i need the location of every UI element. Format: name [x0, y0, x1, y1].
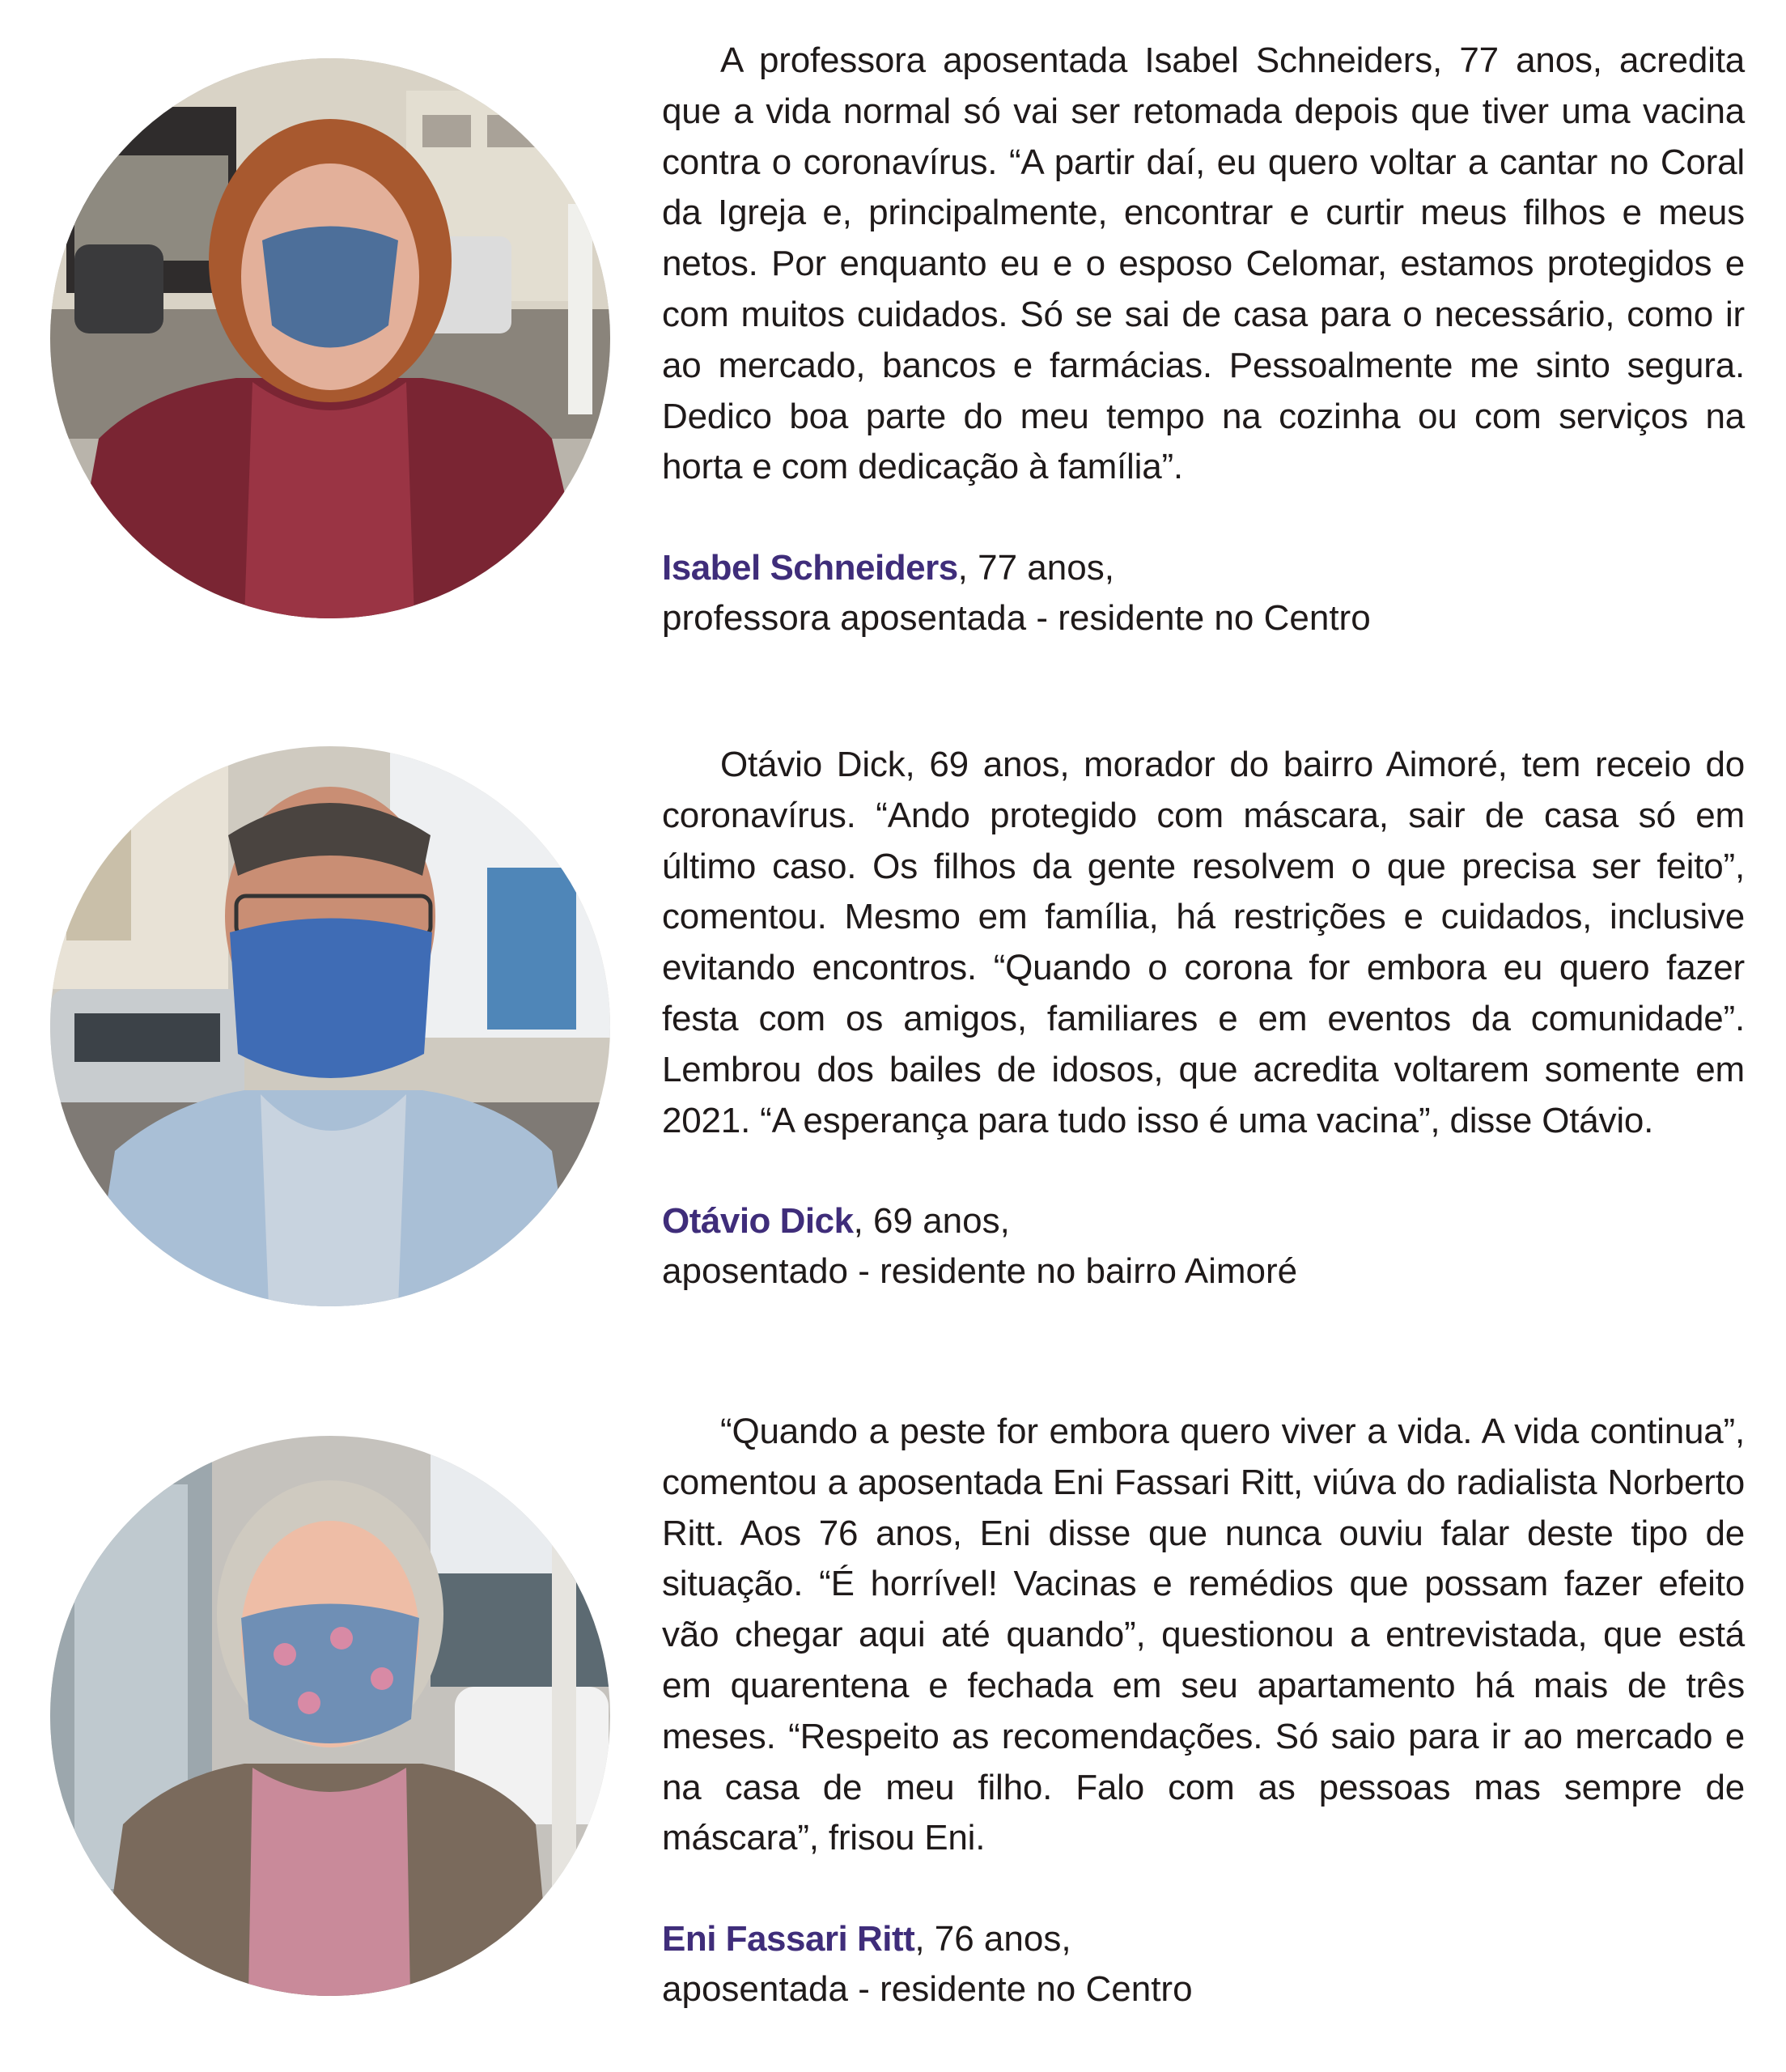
profile-age: , 77 anos,	[957, 548, 1114, 588]
profile-name: Otávio Dick	[662, 1201, 854, 1242]
portrait-photo	[50, 746, 610, 1306]
portrait-photo	[50, 58, 610, 618]
profile-text	[662, 740, 1745, 1297]
profile-role: aposentada - residente no Centro	[662, 1969, 1193, 2010]
profile-role: aposentado - residente no bairro Aimoré	[662, 1251, 1298, 1292]
profile-quote: “Quando a peste for embora quero viver a vida. A vida continua”, comentou a aposentada Eni Fassari Ritt, viúva do radialista Norberto Ritt. Aos 76 anos, Eni disse que nunca ouviu falar deste tipo de situação. “É horrível! Vacinas e remédios que possam fazer efeito vão chegar aqui até quando”, questionou a entrevistada, que está em quarentena e fechada em seu apartamento há mais de três meses. “Respeito as recomendações. Só saio para ir ao mercado e na casa de meu filho. Falo com as pessoas mas sempre de máscara”, frisou Eni.	[662, 1412, 1745, 1858]
profile-name: Isabel Schneiders	[662, 548, 958, 588]
profile-text	[662, 36, 1745, 643]
profile-signature	[662, 1914, 1745, 2015]
profile-quote: A professora aposentada Isabel Schneiders, 77 anos, acredita que a vida normal só vai ser retomada depois que tiver uma vacina contra o coronavírus. “A partir daí, eu quero voltar a cantar no Coral da Igreja e, principalmente, encontrar e curtir meus filhos e meus netos. Por enquanto eu e o esposo Celomar, estamos protegidos e com muitos cuidados. Só se sai de casa para o necessário, como ir ao mercado, bancos e farmácias. Pessoalmente me sinto segura. Dedico boa parte do meu tempo na cozinha ou com serviços na horta e com dedicação à família”.	[662, 40, 1745, 487]
profile-text	[662, 1407, 1745, 2015]
profile-age: , 69 anos,	[853, 1201, 1010, 1242]
profile-age: , 76 anos,	[914, 1919, 1071, 1959]
profile-signature	[662, 543, 1745, 643]
profile-role: professora aposentada - residente no Centro	[662, 598, 1371, 639]
profile-name: Eni Fassari Ritt	[662, 1919, 915, 1959]
profile-quote: Otávio Dick, 69 anos, morador do bairro Aimoré, tem receio do coronavírus. “Ando protegido com máscara, sair de casa só em último caso. Os filhos da gente resolvem o que precisa ser feito”, comentou. Mesmo em família, há restrições e cuidados, inclusive evitando encontros. “Quando o corona for embora eu quero fazer festa com os amigos, familiares e em eventos da comunidade”. Lembrou dos bailes de idosos, que acredita voltarem somente em 2021. “A esperança para tudo isso é uma vacina”, disse Otávio.	[662, 745, 1745, 1140]
profile-signature	[662, 1196, 1745, 1297]
portrait-photo	[50, 1436, 610, 1996]
